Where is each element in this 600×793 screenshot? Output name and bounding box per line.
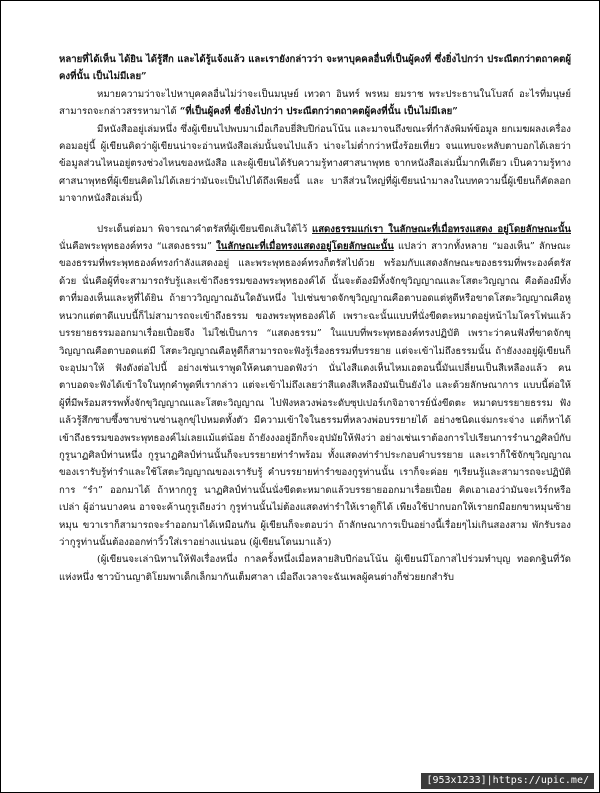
paragraph-p5 bbox=[59, 551, 571, 586]
paragraph-gap bbox=[59, 208, 571, 221]
paragraph-p1 bbox=[59, 51, 571, 86]
paragraph-p4 bbox=[59, 221, 571, 552]
bold-text: หลายที่ได้เห็น ได้ยิน ได้รู้สึก และได้รู้แจ้งแล้ว และเรายังกล่าวว่า จะหาบุคคลอื่นที่เป็นผู้คงที่ ซึ่งยิ่งไปกว่า ประณีตกว่าตถาคตผู้คงที่นั้น เป็นไม่มีเลย” bbox=[59, 54, 571, 83]
body-text: หมายความว่าจะไปหาบุคคลอื่นไม่ว่าจะเป็นมนุษย์ เทวดา อินทร์ พรหม ยมราช พระประธานในโบสถ์ อะไรที่มนุษย์สามารถจะกล่าวสรรหามาได้ bbox=[59, 88, 571, 118]
body-text: (ผู้เขียนจะเล่านิทานให้ฟังเรื่องหนึ่ง กาลครั้งหนึ่งเมื่อหลายสิบปีก่อนโน้น ผู้เขียนมีโอกาสไปร่วมทำบุญ ทอดกฐินที่วัดแห่งหนึ่ง ชาวบ้านญาติโยมพาเด็กเล็กมากันเต็มศาลา เมื่อถึงเวลาจะฉันเพลผู้คนต่างก็ช่วยยกสำรับ bbox=[59, 554, 571, 583]
paragraph-p2 bbox=[59, 86, 571, 121]
paragraph-p3 bbox=[59, 121, 571, 208]
underlined-quote: ในลักษณะที่เมื่อทรงแสดงอยู่โดยลักษณะนั้น bbox=[216, 241, 394, 253]
document-body bbox=[59, 51, 571, 586]
body-text: แปลว่า สาวกทั้งหลาย “มองเห็น” ลักษณะของธรรมที่พระพุทธองค์ทรงกำลังแสดงอยู่ และพระพุทธองค์ทรงก็ตรัสไปด้วย พร้อมกับแสดงลักษณะของธรรมที่พระองค์ตรัสด้วย นั่นคือผู้ที่จะสามารถรับรู้และเข้าถึงธรรมของพระพุทธองค์ได้ นั้นจะต้องมีทั้งจักขุวิญญาณและโสตะวิญญาณ คือต้องมีทั้งตาที่มองเห็นและหูที่ได้ยิน ถ้ายาววิญญาณอันใดอันหนึ่ง ไปเช่นขาดจักขุวิญญาณคือตาบอดแต่หูดีหรือขาดโสตะวิญญาณคือหูหนวกแต่ตาดีแบบนี้ก็ไม่สามารถจะเข้าถึงธรรม ของพระพุทธองค์ได้ เพราะฉะนั้นแบบที่นั่งขีดตะหมาดอยู่หน้าไมโครโฟนแล้วบรรยายธรรมออกมาเรื่อยเปื่อยจึง ไม่ใช่เป็นการ “แสดงธรรม” ในแบบที่พระพุทธองค์ทรงปฏิบัติ เพราะว่าคนฟังที่ขาดจักขุวิญญาณคือตาบอดแต่มี โสตะวิญญาณคือหูดีก็สามารถจะฟังรู้เรื่องธรรมที่บรรยาย แต่จะเข้าไม่ถึงธรรมนั้น ถ้ายังงงอยู่ผู้เขียนก็จะอุปมาให้ ฟังดังต่อไปนี้ อย่างเช่นเราพูดให้คนตาบอดฟังว่า นั่นไงสีแดงเห็นไหมเอตอนนี้มันเปลี่ยนเป็นสีเหลืองแล้ว คน ตาบอดจะฟังได้เข้าใจในทุกคำพูดที่เรากล่าว แต่จะเข้าไม่ถึงเลยว่าสีแดงสีเหลืองมันเป็นยังไง และด้วยลักษณาการ แบบนี้ต่อให้ผู้ที่มีพร้อมสรรพทั้งจักขุวิญญาณและโสตะวิญญาณ ไปฟังหลวงพ่อระดับซุปเปอร์เกจิอาจารย์นั่งขีดตะ หมาดบรรยายธรรม ฟังแล้วรู้สึกซาบซึ้งซาบซ่านซ่านลูกขุ่ไปหมดทั้งตัว มีความเข้าใจในธรรมที่หลวงพ่อบรรยายได้ อย่างชนิดแจ่มกระจ่าง แต่ก็หาได้เข้าถึงธรรมของพระพุทธองค์ไม่เลยแม้แต่น้อย ถ้ายังงงอยู่อีกก็จะอุปมัยให้ฟังว่า อย่างเช่นเราต้องการไปเรียนการรำนาฏศิลป์กับกูรูนาฏศิลป์ท่านหนึ่ง กูรูนาฏศิลป์ท่านนั้นก็จะบรรยายท่ารำพร้อม ทั้งแสดงท่ารำประกอบคำบรรยาย และเราก็ใช้จักขุวิญญาณของเรารับรู้ท่ารำและใช้โสตะวิญญาณของเรารับรู้ คำบรรยายท่ารำของกูรูท่านนั้น เราก็จะค่อย ๆเรียนรู้และสามารถจะปฏิบัติการ “รำ” ออกมาได้ ถ้าหากกูรู นาฏศิลป์ท่านนั้นนั่งขีดตะหมาดแล้วบรรยายออกมาเรื่อยเปื่อย คิดเอาเองว่ามันจะเวิร์กหรือเปล่า ผู้อ่านบางคน อาจจะค้านกูรูเถียงว่า กูรูท่านนั้นไม่ต้องแสดงท่ารำให้เราดูก็ได้ เพียงใช้ปากบอกให้เรายกมือยกขาหมุนซ้ายหมุน ขวาเราก็สามารถจะรำออกมาได้เหมือนกัน ผู้เขียนก็จะตอบว่า ถ้าลักษณาการเป็นอย่างนี้เรื่อยๆไม่เกินสองสาม พักรับรองว่ากูรูท่านนั้นต้องออกท่าวิ้วใส่เราอย่างแน่นอน (ผู้เขียนโดนมาแล้ว) bbox=[59, 241, 571, 548]
bold-text: “ที่เป็นผู้คงที่ ซึ่งยิ่งไปกว่า ประณีตกว่าตถาคตผู้คงที่นั้น เป็นไม่มีเลย” bbox=[179, 106, 458, 118]
underlined-quote: แสดงธรรมแก่เรา ในลักษณะที่เมื่อทรงแสดง อยู่โดยลักษณะนั้น bbox=[312, 223, 571, 235]
upic-watermark: [953x1233]|https://upic.me/ bbox=[421, 773, 594, 789]
body-text: มีหนังสืออยู่เล่มหนึ่ง ซึ่งผู้เขียนไปพบมาเมื่อเกือบยี่สิบปีก่อนโน้น และมาจนถึงขณะที่กำลังพิมพ์ข้อมูล ยกเมฆผลงเครื่องคอมอยู่นี้ ผู้เขียนคิดว่าผู้เขียนน่าจะอ่านหนังสือเล่มนั้นจนไปแล้ว น่าจะไม่ต่ำกว่าหนึ่งร้อยเที่ยว จนแทบจะหลับตาบอกได้เลยว่าข้อมูลส่วนไหนอยู่ตรงช่วงไหนของหนังสือ และผู้เขียนได้รับความรู้ทางศาสนาพุทธ จากหนังสือเล่มนี้มากทีเดียว เป็นความรู้ทางศาสนาพุทธที่ผู้เขียนคิดไม่ได้เลยว่ามันจะเป็นไปได้ถึงเพียงนี้ และ บาลีส่วนใหญ่ที่ผู้เขียนนำมาลงในบทความนี้ผู้เขียนก็คัดลอกมาจากหนังสือเล่มนี้) bbox=[59, 123, 571, 205]
body-text: นั่นคือพระพุทธองค์ทรง “แสดงธรรม” bbox=[59, 241, 217, 253]
body-text: ประเด็นต่อมา พิจารณาคำตรัสที่ผู้เขียนขีดเส้นใต้ไว้ bbox=[97, 223, 313, 235]
